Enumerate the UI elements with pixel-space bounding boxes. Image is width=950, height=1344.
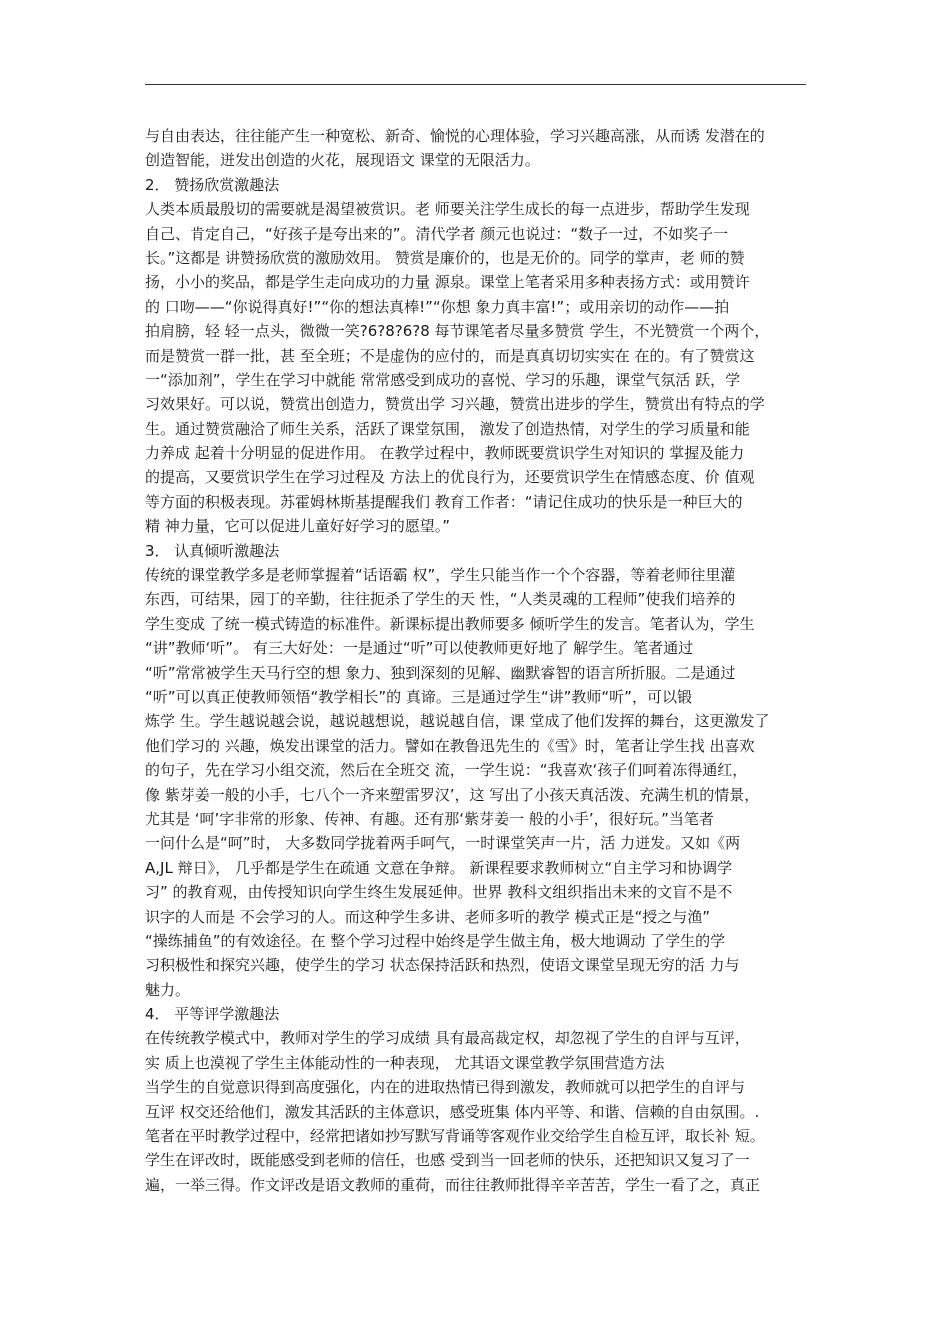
paragraph-line: 与自由表达，往往能产生一种宽松、新奇、愉悦的心理体验，学习兴趣高涨，从而诱 发潜在的 — [145, 127, 765, 145]
paragraph-line: 一问什么是“呵”时， 大多数同学拢着两手呵气，一时课堂笑声一片，活 力迸发。又如《两 — [145, 834, 741, 853]
paragraph-line: 学生在评改时，既能感受到老师的信任，也感 受到当一回老师的快乐，还把知识又复习了一 — [145, 1151, 750, 1170]
paragraph-line: 互评 权交还给他们，激发其活跃的主体意识，感受班集 体内平等、和谐、信赖的自由氛围。. — [145, 1102, 760, 1121]
document-body — [145, 124, 808, 1197]
paragraph-line: 识字的人而是 不会学习的人。而这种学生多讲、老师多听的教学 模式正是“授之与渔” — [145, 907, 711, 926]
paragraph-line: 创造智能，迸发出创造的火花，展现语文 课堂的无限活力。 — [145, 151, 540, 170]
paragraph-line: 东西，可结果，园丁的辛勤，往往扼杀了学生的天 性，“人类灵魂的工程师”使我们培养的 — [145, 590, 736, 609]
paragraph-line: 自己、肯定自己，“好孩子是夸出来的”。清代学者 颜元也说过：“数子一过，不如奖子一 — [145, 224, 729, 243]
paragraph-line: 精 神力量，它可以促进儿童好好学习的愿望。” — [145, 517, 451, 536]
paragraph-line: 当学生的自觉意识得到高度强化，内在的进取热情已得到激发，教师就可以把学生的自评与 — [145, 1078, 746, 1097]
paragraph-line: 习效果好。可以说，赞赏出创造力，赞赏出学 习兴趣，赞赏出进步的学生，赞赏出有特点的学 — [145, 395, 765, 414]
section-heading-peer-review: 4． 平等评学激趣法 — [145, 1005, 280, 1024]
paragraph-line: 传统的课堂教学多是老师掌握着“话语霸 权”，学生只能当作一个个容器，等着老师往里灌 — [145, 566, 736, 585]
paragraph-line: 像 紫芽姜一般的小手，七八个一齐来塑雷罗汉’，这 写出了小孩天真活泼、充满生机的情景， — [145, 785, 760, 804]
paragraph-line: 习” 的教育观，由传授知识向学生终生发展延伸。世界 教科文组织指出未来的文盲不是不 — [145, 883, 733, 902]
paragraph-line: 生。通过赞赏融洽了师生关系，活跃了课堂氛围， 激发了创造热情，对学生的学习质量和能 — [145, 419, 750, 438]
header-rule — [145, 84, 806, 85]
paragraph-line: 力养成 起着十分明显的促进作用。 在教学过程中，教师既要赏识学生对知识的 掌握及能力 — [145, 444, 745, 463]
paragraph-line: 他们学习的 兴趣，焕发出课堂的活力。譬如在教鲁迅先生的《雪》时，笔者让学生找 出喜欢 — [145, 736, 755, 755]
section-heading-listening: 3． 认真倾听激趣法 — [145, 541, 280, 560]
section-heading-praise: 2． 赞扬欣赏激趣法 — [145, 175, 280, 194]
paragraph-line: 尤其是 ‘呵’字非常的形象、传神、有趣。还有那‘紫芽姜一 般的小手’，很好玩。”当笔者 — [145, 809, 714, 828]
paragraph-line: “讲”教师‘听”。 有三大好处：一是通过“听”可以使教师更好地了 解学生。笔者通过 — [145, 639, 694, 658]
paragraph-line: “听”可以真正使教师领悟“教学相长”的 真谛。三是通过学生“讲”教师“听”，可以锻 — [145, 687, 692, 706]
paragraph-line: 的 口吻——“你说得真好!”“你的想法真棒!”“你想 象力真丰富!”；或用亲切的动作——拍 — [145, 297, 730, 316]
paragraph-line: 魅力。 — [145, 980, 191, 999]
paragraph-line: 遍，一举三得。作文评改是语文教师的重荷，而往往教师批得辛辛苦苦，学生一看了之，真正 — [145, 1175, 761, 1194]
paragraph-line: 炼学 生。学生越说越会说，越说越想说，越说越自信，课 堂成了他们发挥的舞台，这更激发了 — [145, 712, 770, 731]
paragraph-line: 人类本质最殷切的需要就是渴望被赏识。老 师要关注学生成长的每一点进步，帮助学生发现 — [145, 200, 750, 219]
paragraph-line: “操练捕鱼”的有效途径。在 整个学习过程中始终是学生做主角，极大地调动 了学生的学 — [145, 931, 726, 950]
paragraph-line: 在传统教学模式中，教师对学生的学习成绩 具有最高裁定权，却忽视了学生的自评与互评， — [145, 1029, 750, 1048]
paragraph-line: 等方面的积极表现。苏霍姆林斯基提醒我们 教育工作者：“请记住成功的快乐是一种巨大的 — [145, 492, 743, 511]
paragraph-line: 拍肩膀，轻 轻一点头，微微一笑?6?8?6?8 每节课笔者尽量多赞赏 学生，不光赞赏一个两个， — [145, 322, 770, 341]
paragraph-line: “听”常常被学生天马行空的想 象力、独到深刻的见解、幽默睿智的语言所折服。二是通过 — [145, 663, 736, 682]
paragraph-line: 长。”这都是 讲赞扬欣赏的激励效用。 赞赏是廉价的，也是无价的。同学的掌声，老 师的赞 — [145, 248, 745, 267]
paragraph-line: 实 质上也漠视了学生主体能动性的一种表现， 尤其语文课堂教学氛围营造方法 — [145, 1053, 665, 1072]
paragraph-line: 而是赞赏一群一批，甚 至全班；不是虚伪的应付的，而是真真切切实实在 在的。有了赞赏这 — [145, 346, 755, 365]
paragraph-line: 的句子，先在学习小组交流，然后在全班交 流，一学生说：“我喜欢‘孩子们呵着冻得通红， — [145, 761, 748, 780]
paragraph-line: 笔者在平时教学过程中，经常把诸如抄写默写背诵等客观作业交给学生自检互评，取长补 短。 — [145, 1127, 765, 1146]
paragraph-line: 习积极性和探究兴趣，使学生的学习 状态保持活跃和热烈，使语文课堂呈现无穷的活 力与 — [145, 956, 740, 975]
paragraph-line: 扬，小小的奖品，都是学生走向成功的力量 源泉。课堂上笔者采用多种表扬方式：或用赞许 — [145, 273, 750, 292]
paragraph-line: 的提高，又要赏识学生在学习过程及 方法上的优良行为，还要赏识学生在情感态度、价 值观 — [145, 468, 755, 487]
paragraph-line: 学生变成 了统一模式铸造的标准件。新课标提出教师要多 倾听学生的发言。笔者认为，学生 — [145, 614, 755, 633]
paragraph-line: 一“添加剂”，学生在学习中就能 常常感受到成功的喜悦、学习的乐趣，课堂气氛活 跃，学 — [145, 370, 741, 389]
paragraph-line: A,JL 辩日》， 几乎都是学生在疏通 文意在争辩。 新课程要求教师树立“自主学习和协调学 — [145, 858, 733, 877]
